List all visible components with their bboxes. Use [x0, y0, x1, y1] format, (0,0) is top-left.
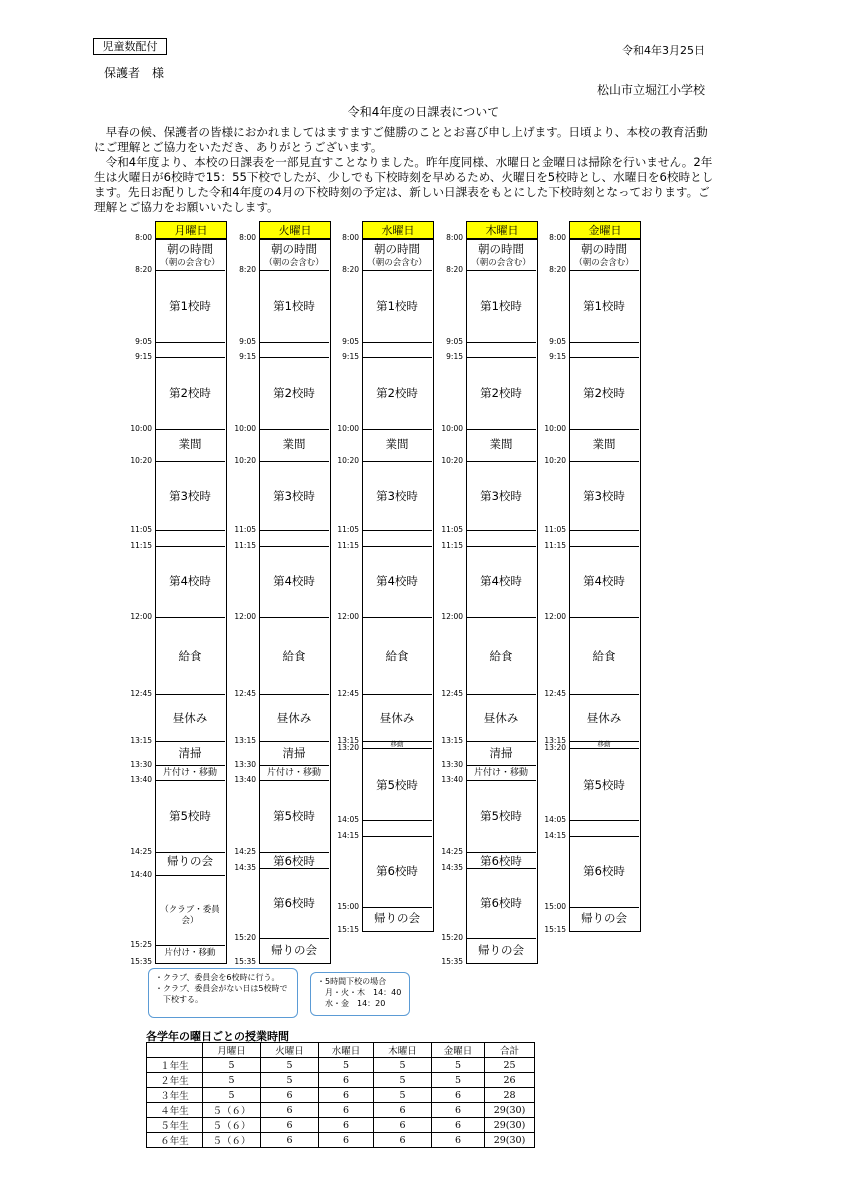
time-label: 8:20 [549, 265, 566, 274]
time-label: 9:15 [342, 352, 359, 361]
hours-cell: 5 [432, 1058, 485, 1073]
period-label: 清掃 [489, 746, 513, 760]
period-label: 第2校時 [583, 386, 625, 400]
hours-cell: 6 [432, 1103, 485, 1118]
period-divider [259, 938, 329, 939]
period-label: 第6校時 [480, 854, 522, 868]
time-label: 8:20 [446, 265, 463, 274]
time-label: 12:00 [234, 612, 256, 621]
period-divider [569, 342, 639, 343]
period-label: 第1校時 [273, 299, 315, 313]
period-divider [569, 357, 639, 358]
hours-cell: 29(30) [485, 1133, 535, 1148]
table-title: 各学年の曜日ごとの授業時間 [146, 1030, 289, 1043]
period-label: 給食 [385, 649, 409, 663]
time-label: 8:20 [239, 265, 256, 274]
time-label: 14:40 [130, 870, 152, 879]
hours-cell: 6 [261, 1103, 319, 1118]
period-divider [466, 852, 536, 853]
time-label: 14:05 [337, 815, 359, 824]
time-label: 8:00 [549, 233, 566, 242]
club-note-line: ・クラブ、委員会がない日は5校時で [155, 984, 288, 993]
period-label: 第2校時 [273, 386, 315, 400]
period-divider [569, 617, 639, 618]
time-label: 12:45 [130, 689, 152, 698]
hours-cell: 6 [261, 1088, 319, 1103]
period-label: 清掃 [282, 746, 306, 760]
dismissal-note [310, 972, 410, 1016]
time-label: 12:45 [337, 689, 359, 698]
hours-cell: 5 [261, 1073, 319, 1088]
recipient: 保護者 様 [104, 66, 165, 80]
period-divider [362, 694, 432, 695]
period-divider [466, 780, 536, 781]
time-label: 12:45 [234, 689, 256, 698]
period-label: 帰りの会 [478, 943, 524, 957]
period-divider [155, 429, 225, 430]
period-label: 片付け・移動 [164, 947, 216, 958]
period-divider [155, 765, 225, 766]
hours-cell: 6 [319, 1103, 374, 1118]
club-note-line: ・クラブ、委員会を6校時に行う。 [155, 973, 280, 982]
time-label: 15:25 [130, 940, 152, 949]
time-label: 11:15 [441, 541, 463, 550]
time-label: 13:15 [337, 736, 359, 745]
period-label: 朝の時間 [374, 242, 420, 256]
period-divider [155, 617, 225, 618]
time-label: 8:00 [446, 233, 463, 242]
header-cell: 水曜日 [319, 1043, 374, 1058]
hours-cell: 6 [319, 1088, 374, 1103]
period-label: 昼休み [172, 711, 208, 725]
period-label: 片付け・移動 [473, 767, 528, 778]
time-label: 12:45 [441, 689, 463, 698]
time-label: 13:15 [544, 736, 566, 745]
grade-cell: ５年生 [147, 1118, 203, 1133]
header-cell: 月曜日 [203, 1043, 261, 1058]
time-label: 15:15 [544, 925, 566, 934]
period-label: 片付け・移動 [266, 767, 321, 778]
period-label: 第3校時 [273, 489, 315, 503]
time-label: 9:15 [549, 352, 566, 361]
hours-cell: 6 [261, 1118, 319, 1133]
period-divider [569, 461, 639, 462]
dismissal-note-line: 水・金 14：20 [317, 999, 386, 1008]
period-label: 第6校時 [273, 854, 315, 868]
day-header: 月曜日 [155, 221, 227, 240]
time-label: 8:00 [239, 233, 256, 242]
period-label: 第1校時 [480, 299, 522, 313]
period-label: 第3校時 [583, 489, 625, 503]
period-divider [569, 820, 639, 821]
time-label: 13:40 [441, 775, 463, 784]
time-label: 11:05 [544, 525, 566, 534]
club-note-line: 下校する。 [155, 995, 203, 1004]
time-label: 14:15 [337, 831, 359, 840]
time-label: 14:25 [234, 847, 256, 856]
dismissal-note-line: 月・火・木 14：40 [317, 988, 402, 997]
time-label: 13:15 [234, 736, 256, 745]
period-label: 片付け・移動 [162, 767, 217, 778]
time-label: 12:00 [337, 612, 359, 621]
time-label: 13:20 [337, 743, 359, 752]
period-label: 給食 [178, 649, 202, 663]
paragraph-2: 令和4年度より、本校の日課表を一部見直すことなりました。昨年度同様、水曜日と金曜日は掃除を行いません。2年生は火曜日が6校時で15：55下校でしたが、少しでも下校時刻を早めるため、火曜日を5校時とし、水曜日を6校時とします。先日お配りした令和4年度の4月の下校時刻の予定は、新しい日課表をもとにした下校時刻となっております。ご理解とご協力をお願いいたします。 [94, 155, 714, 214]
period-label: 移動 [390, 740, 404, 748]
hours-cell: 26 [485, 1073, 535, 1088]
period-divider [155, 875, 225, 876]
period-divider [362, 748, 432, 749]
time-label: 10:20 [234, 456, 256, 465]
hours-cell: 6 [374, 1118, 432, 1133]
period-divider [155, 461, 225, 462]
period-label: 昼休み [379, 711, 415, 725]
header-cell [147, 1043, 203, 1058]
time-label: 10:00 [337, 424, 359, 433]
hours-cell: 5 [374, 1088, 432, 1103]
period-divider [466, 938, 536, 939]
time-label: 13:30 [234, 760, 256, 769]
table-row [147, 1133, 535, 1148]
hours-cell: 25 [485, 1058, 535, 1073]
period-label: 帰りの会 [271, 943, 317, 957]
period-divider [259, 852, 329, 853]
period-label: 第5校時 [376, 778, 418, 792]
header-cell: 木曜日 [374, 1043, 432, 1058]
hours-cell: 6 [261, 1133, 319, 1148]
period-divider [466, 868, 536, 869]
time-label: 11:05 [234, 525, 256, 534]
time-label: 13:40 [234, 775, 256, 784]
time-label: 15:20 [441, 933, 463, 942]
time-label: 10:00 [234, 424, 256, 433]
period-label: 帰りの会 [374, 911, 420, 925]
time-label: 9:05 [446, 337, 463, 346]
hours-cell: ５（６） [203, 1103, 261, 1118]
time-label: 14:05 [544, 815, 566, 824]
period-divider [569, 429, 639, 430]
period-label: 業間 [592, 437, 616, 451]
day-header: 火曜日 [259, 221, 331, 240]
time-label: 11:05 [130, 525, 152, 534]
table-row [147, 1103, 535, 1118]
time-label: 9:05 [239, 337, 256, 346]
time-label: 15:00 [337, 902, 359, 911]
period-label: 第5校時 [169, 809, 211, 823]
grade-cell: ６年生 [147, 1133, 203, 1148]
period-divider [362, 617, 432, 618]
period-label: 第6校時 [273, 896, 315, 910]
table-row [147, 1073, 535, 1088]
period-label: 第2校時 [169, 386, 211, 400]
period-divider [155, 357, 225, 358]
header-cell: 火曜日 [261, 1043, 319, 1058]
time-label: 13:40 [130, 775, 152, 784]
period-divider [362, 342, 432, 343]
table-header-row [147, 1043, 535, 1058]
hours-cell: 6 [432, 1088, 485, 1103]
period-divider [362, 907, 432, 908]
time-label: 11:05 [337, 525, 359, 534]
period-label: 第2校時 [480, 386, 522, 400]
period-label: 業間 [385, 437, 409, 451]
period-label: 清掃 [178, 746, 202, 760]
period-divider [569, 694, 639, 695]
hours-cell: 5 [261, 1058, 319, 1073]
time-label: 10:00 [130, 424, 152, 433]
time-label: 10:20 [337, 456, 359, 465]
time-label: 14:25 [130, 847, 152, 856]
time-label: 10:00 [544, 424, 566, 433]
hours-cell: 6 [319, 1133, 374, 1148]
hours-cell: 6 [374, 1103, 432, 1118]
period-divider [362, 836, 432, 837]
table-row [147, 1118, 535, 1133]
period-label: 第2校時 [376, 386, 418, 400]
period-divider [362, 270, 432, 271]
time-label: 12:00 [441, 612, 463, 621]
time-label: 14:25 [441, 847, 463, 856]
time-label: 15:35 [234, 957, 256, 966]
period-divider [569, 530, 639, 531]
time-label: 13:30 [130, 760, 152, 769]
header-cell: 合計 [485, 1043, 535, 1058]
period-label: 昼休み [276, 711, 312, 725]
day-header: 木曜日 [466, 221, 538, 240]
period-divider [362, 461, 432, 462]
period-divider [569, 270, 639, 271]
period-label: （朝の会含む） [574, 257, 634, 268]
time-label: 9:05 [342, 337, 359, 346]
table-row [147, 1088, 535, 1103]
time-label: 8:20 [342, 265, 359, 274]
dismissal-note-line: ・5時間下校の場合 [317, 977, 387, 986]
time-label: 14:15 [544, 831, 566, 840]
period-divider [362, 820, 432, 821]
header-cell: 金曜日 [432, 1043, 485, 1058]
hours-cell: 29(30) [485, 1103, 535, 1118]
time-label: 10:20 [130, 456, 152, 465]
hours-cell: 5 [374, 1058, 432, 1073]
period-label: 第1校時 [583, 299, 625, 313]
period-divider [155, 694, 225, 695]
period-divider [259, 780, 329, 781]
period-label: 第5校時 [480, 809, 522, 823]
lesson-hours-table [146, 1042, 535, 1148]
club-note [148, 968, 298, 1018]
hours-cell: ５（６） [203, 1118, 261, 1133]
period-label: （朝の会含む） [471, 257, 531, 268]
period-label: （クラブ・委員会） [160, 904, 220, 926]
hours-cell: 29(30) [485, 1118, 535, 1133]
time-label: 11:15 [337, 541, 359, 550]
distribution-tag: 児童数配付 [93, 38, 167, 55]
period-divider [362, 429, 432, 430]
time-label: 11:15 [130, 541, 152, 550]
period-divider [569, 907, 639, 908]
period-label: 第4校時 [169, 574, 211, 588]
period-label: 業間 [489, 437, 513, 451]
time-label: 15:20 [234, 933, 256, 942]
hours-cell: 5 [319, 1058, 374, 1073]
hours-cell: 6 [319, 1118, 374, 1133]
period-label: （朝の会含む） [367, 257, 427, 268]
time-label: 11:05 [441, 525, 463, 534]
hours-cell: 6 [319, 1073, 374, 1088]
period-label: （朝の会含む） [160, 257, 220, 268]
period-label: 第4校時 [583, 574, 625, 588]
time-label: 15:00 [544, 902, 566, 911]
period-divider [362, 530, 432, 531]
period-label: 朝の時間 [581, 242, 627, 256]
issue-date: 令和4年3月25日 [622, 44, 705, 57]
time-label: 14:35 [234, 863, 256, 872]
hours-cell: 5 [203, 1058, 261, 1073]
letter-body [94, 125, 716, 215]
time-label: 10:20 [441, 456, 463, 465]
hours-cell: 5 [203, 1088, 261, 1103]
time-label: 8:20 [135, 265, 152, 274]
period-label: 第4校時 [273, 574, 315, 588]
school-name: 松山市立堀江小学校 [596, 83, 705, 97]
period-label: 朝の時間 [478, 242, 524, 256]
time-label: 9:15 [446, 352, 463, 361]
period-label: 帰りの会 [581, 911, 627, 925]
period-label: 第3校時 [480, 489, 522, 503]
period-label: 昼休み [483, 711, 519, 725]
period-divider [362, 357, 432, 358]
time-label: 11:15 [544, 541, 566, 550]
time-label: 15:35 [441, 957, 463, 966]
hours-cell: 6 [432, 1133, 485, 1148]
period-label: 昼休み [586, 711, 622, 725]
time-label: 9:15 [239, 352, 256, 361]
hours-cell: 5 [374, 1073, 432, 1088]
hours-cell: 6 [374, 1133, 432, 1148]
day-header: 水曜日 [362, 221, 434, 240]
period-label: 第1校時 [376, 299, 418, 313]
time-label: 8:00 [135, 233, 152, 242]
period-label: 業間 [282, 437, 306, 451]
period-divider [155, 780, 225, 781]
period-label: 第6校時 [583, 864, 625, 878]
time-label: 9:05 [549, 337, 566, 346]
period-divider [569, 546, 639, 547]
period-label: 第4校時 [376, 574, 418, 588]
period-divider [155, 342, 225, 343]
period-label: 第5校時 [583, 778, 625, 792]
time-label: 9:05 [135, 337, 152, 346]
time-label: 15:35 [130, 957, 152, 966]
period-label: 移動 [597, 740, 611, 748]
time-label: 10:00 [441, 424, 463, 433]
time-label: 13:20 [544, 743, 566, 752]
hours-cell: ５（６） [203, 1133, 261, 1148]
period-label: 給食 [489, 649, 513, 663]
time-label: 15:15 [337, 925, 359, 934]
grade-cell: ４年生 [147, 1103, 203, 1118]
time-label: 12:00 [130, 612, 152, 621]
period-label: （朝の会含む） [264, 257, 324, 268]
grade-cell: ３年生 [147, 1088, 203, 1103]
period-divider [259, 765, 329, 766]
grade-cell: ２年生 [147, 1073, 203, 1088]
document-title: 令和4年度の日課表について [347, 105, 500, 119]
period-divider [569, 748, 639, 749]
period-divider [362, 546, 432, 547]
time-label: 11:15 [234, 541, 256, 550]
time-label: 13:15 [130, 736, 152, 745]
period-label: 第1校時 [169, 299, 211, 313]
grade-cell: １年生 [147, 1058, 203, 1073]
period-label: 給食 [282, 649, 306, 663]
time-label: 12:00 [544, 612, 566, 621]
hours-cell: 5 [203, 1073, 261, 1088]
period-divider [466, 765, 536, 766]
time-label: 10:20 [544, 456, 566, 465]
day-header: 金曜日 [569, 221, 641, 240]
time-label: 13:30 [441, 760, 463, 769]
period-label: 業間 [178, 437, 202, 451]
period-label: 第5校時 [273, 809, 315, 823]
period-divider [155, 546, 225, 547]
hours-cell: 28 [485, 1088, 535, 1103]
period-divider [155, 852, 225, 853]
period-divider [259, 868, 329, 869]
period-divider [155, 270, 225, 271]
period-divider [155, 945, 225, 946]
paragraph-1: 早春の候、保護者の皆様におかれましてはますますご健勝のこととお喜び申し上げます。日頃より、本校の教育活動にご理解とご協力をいただき、ありがとうございます。 [94, 125, 708, 154]
period-label: 第4校時 [480, 574, 522, 588]
period-divider [569, 836, 639, 837]
hours-cell: 6 [432, 1118, 485, 1133]
time-label: 14:35 [441, 863, 463, 872]
time-label: 13:15 [441, 736, 463, 745]
time-label: 9:15 [135, 352, 152, 361]
period-divider [155, 741, 225, 742]
period-label: 朝の時間 [271, 242, 317, 256]
period-label: 朝の時間 [167, 242, 213, 256]
period-label: 第3校時 [376, 489, 418, 503]
hours-cell: 5 [432, 1073, 485, 1088]
time-label: 8:00 [342, 233, 359, 242]
time-label: 12:45 [544, 689, 566, 698]
period-label: 第6校時 [480, 896, 522, 910]
period-divider [155, 530, 225, 531]
period-label: 給食 [592, 649, 616, 663]
period-label: 第6校時 [376, 864, 418, 878]
period-label: 第3校時 [169, 489, 211, 503]
table-row [147, 1058, 535, 1073]
period-label: 帰りの会 [167, 854, 213, 868]
